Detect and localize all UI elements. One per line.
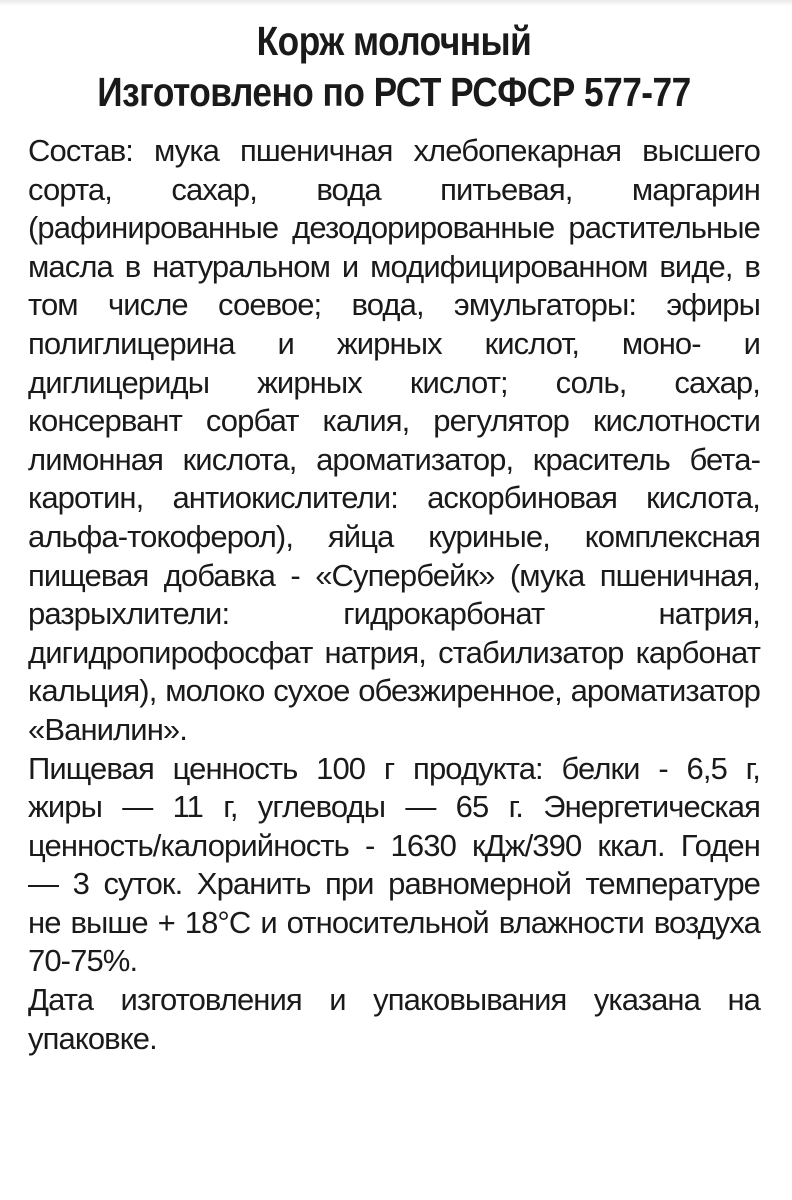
product-name-title: Корж молочный xyxy=(256,18,532,64)
composition-paragraph: Состав: мука пшеничная хлебопекарная высшего сорта, сахар, вода питьевая, маргарин (рафинированные дезодорированные растительные масла в натуральном и модифицированном виде, в том числе соевое; вода, эмульгаторы: эфиры полиглицерина и жирных кислот, моно- и диглицериды жирных кислот; соль, сахар, консервант сорбат калия, регулятор кислотности лимонная кислота, ароматизатор, краситель бета-каротин, антиокислители: аскорбиновая кислота, альфа-токоферол), яйца куриные, комплексная пищевая добавка - «Супербейк» (мука пшеничная, разрыхлители: гидрокарбонат натрия, дигидропирофосфат натрия, стабилизатор карбонат кальция), молоко сухое обезжиренное, ароматизатор «Ванилин». xyxy=(28,133,760,747)
nutrition-paragraph: Пищевая ценность 100 г продукта: белки - 6,5 г, жиры — 11 г, углеводы — 65 г. Энергетическая ценность/калорийность - 1630 кДж/390 ккал. Годен — 3 суток. Хранить при равномерной температуре не выше + 18°С и относительной влажности воздуха 70-75%. xyxy=(28,750,760,979)
label-top-edge xyxy=(0,0,792,6)
date-note-paragraph: Дата изготовления и упаковывания указана на упаковке. xyxy=(28,982,760,1056)
standard-title: Изготовлено по РСТ РСФСР 577-77 xyxy=(97,69,691,115)
label-body-text xyxy=(28,132,760,1058)
